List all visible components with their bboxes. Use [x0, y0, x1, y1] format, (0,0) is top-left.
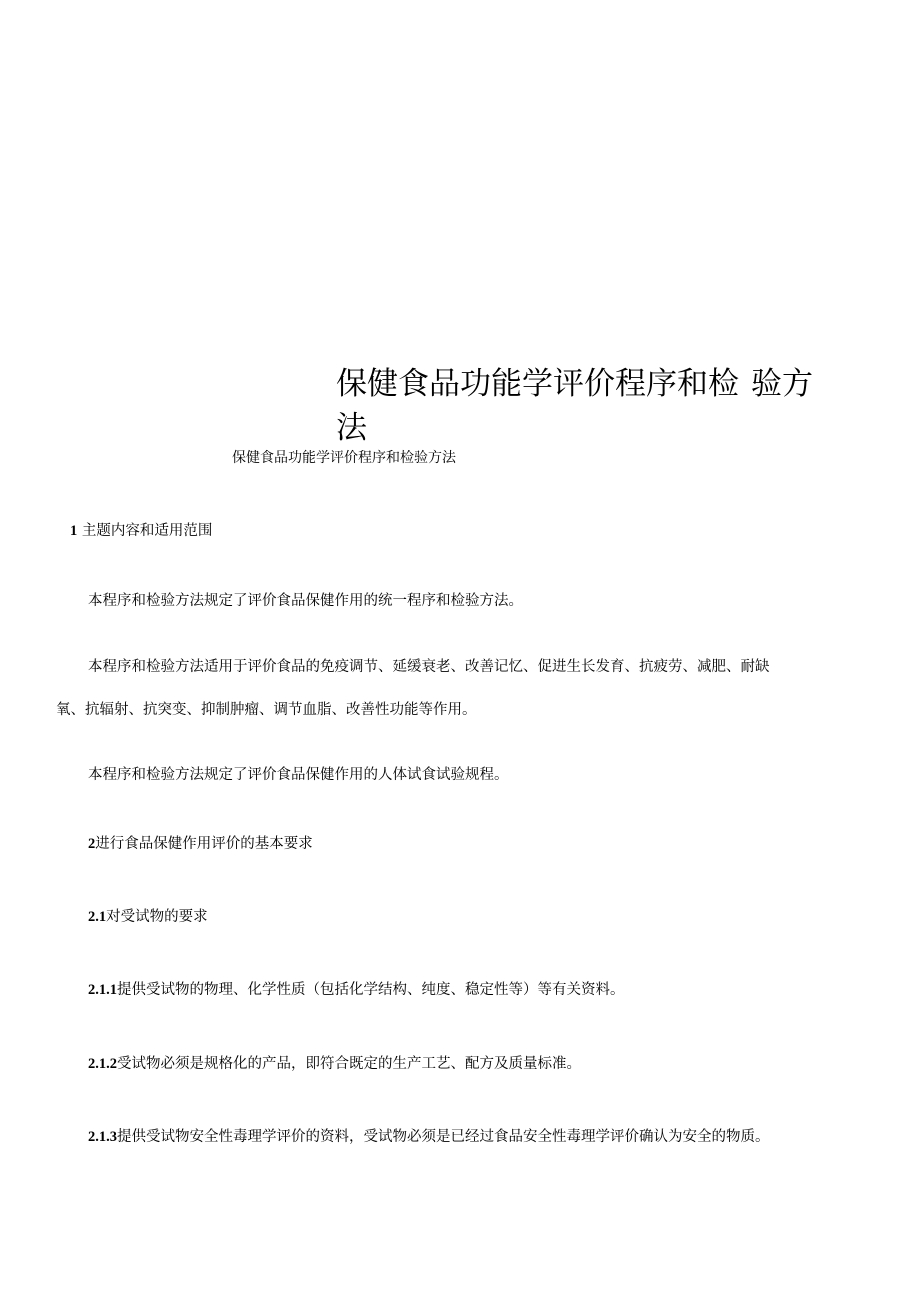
section-2-1-3 — [88, 1127, 770, 1147]
section-2-1-1-number: 2.1.1 — [88, 982, 117, 998]
section-2-1-title: 对受试物的要求 — [106, 909, 208, 925]
title-part-1: 保健食品功能学评价程序和检 — [336, 366, 739, 402]
paragraph-2-line-1: 本程序和检验方法适用于评价食品的免疫调节、延缓衰老、改善记忆、促进生长发育、抗疲劳、减肥、耐缺 — [88, 659, 770, 675]
section-2-1-2 — [88, 1054, 581, 1074]
section-2-1-2-text: 受试物必须是规格化的产品，即符合既定的生产工艺、配方及质量标准。 — [117, 1056, 581, 1072]
section-2-number: 2 — [88, 836, 96, 852]
section-2-1-1-text: 提供受试物的物理、化学性质（包括化学结构、纯度、稳定性等）等有关资料。 — [117, 982, 625, 998]
paragraph-2-line-2: 氧、抗辐射、抗突变、抑制肿瘤、调节血脂、改善性功能等作用。 — [56, 702, 477, 718]
title-part-2: 验方 — [751, 366, 813, 402]
section-1-number: 1 — [70, 523, 78, 539]
section-2-1-2-number: 2.1.2 — [88, 1056, 117, 1072]
document-title — [336, 362, 876, 450]
title-part-3: 法 — [336, 410, 367, 446]
paragraph-1: 本程序和检验方法规定了评价食品保健作用的统一程序和检验方法。 — [88, 593, 523, 609]
section-2-1-3-text: 提供受试物安全性毒理学评价的资料，受试物必须是已经过食品安全性毒理学评价确认为安全的物质。 — [117, 1129, 770, 1145]
section-2-1-heading — [88, 907, 208, 927]
section-2-title: 进行食品保健作用评价的基本要求 — [95, 836, 313, 852]
section-1-title: 主题内容和适用范围 — [77, 523, 213, 539]
section-2-1-1 — [88, 980, 625, 1000]
document-subtitle: 保健食品功能学评价程序和检验方法 — [232, 450, 456, 466]
section-2-1-number: 2.1 — [88, 909, 107, 925]
section-1-heading — [70, 521, 212, 541]
paragraph-3: 本程序和检验方法规定了评价食品保健作用的人体试食试验规程。 — [88, 767, 509, 783]
section-2-1-3-number: 2.1.3 — [88, 1129, 117, 1145]
section-2-heading — [88, 834, 313, 854]
